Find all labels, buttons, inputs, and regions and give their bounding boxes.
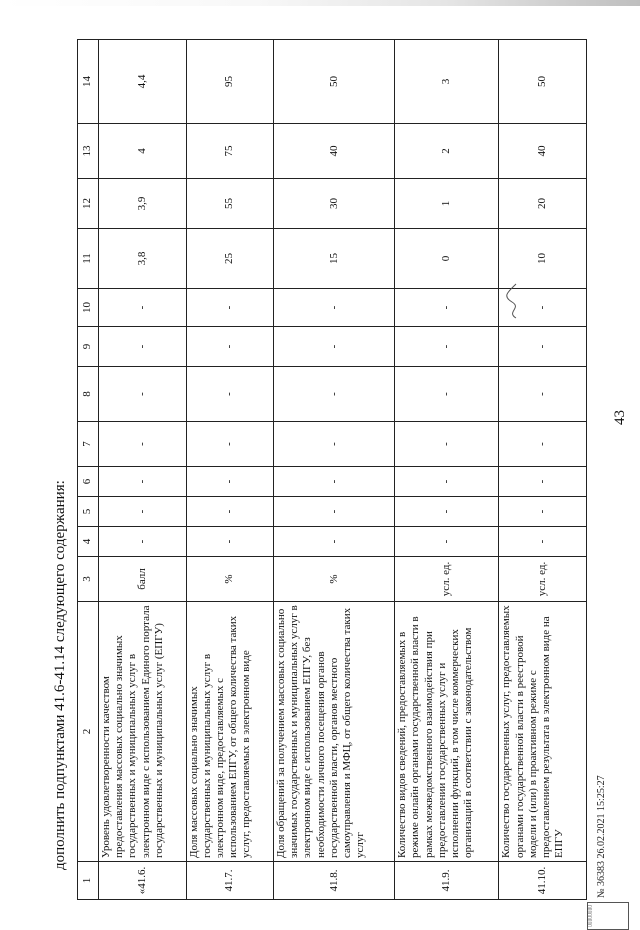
table-cell: - bbox=[499, 289, 587, 327]
table-cell: 95 bbox=[186, 40, 274, 124]
table-cell: - bbox=[186, 327, 274, 367]
table-cell: 30 bbox=[274, 179, 395, 229]
table-cell: 50 bbox=[499, 40, 587, 124]
table-cell: - bbox=[274, 527, 395, 557]
column-header: 2 bbox=[78, 602, 99, 862]
column-header: 4 bbox=[78, 527, 99, 557]
table-row bbox=[499, 40, 587, 900]
column-header: 9 bbox=[78, 327, 99, 367]
table-cell: усл. ед. bbox=[395, 557, 499, 602]
column-header: 1 bbox=[78, 862, 99, 900]
indicators-table bbox=[77, 39, 587, 900]
table-cell: усл. ед. bbox=[499, 557, 587, 602]
table-cell: 41.7. bbox=[186, 862, 274, 900]
table-cell: - bbox=[395, 497, 499, 527]
table-row bbox=[274, 40, 395, 900]
scan-edge bbox=[0, 0, 640, 6]
column-header: 5 bbox=[78, 497, 99, 527]
intro-text: дополнить подпунктами 41.6-41.14 следующего содержания: bbox=[52, 480, 68, 870]
table-cell: - bbox=[499, 497, 587, 527]
table-cell: - bbox=[499, 422, 587, 467]
table-cell: - bbox=[274, 367, 395, 422]
table-cell: 20 bbox=[499, 179, 587, 229]
table-cell: Количество государственных услуг, предоставляемых органами государственной власти в реестровой модели и (или) в проактивном режиме с предоставлением результата в электронном виде на ЕПГУ bbox=[499, 602, 587, 862]
table-cell: балл bbox=[99, 557, 187, 602]
header-row bbox=[78, 40, 99, 900]
table-cell: 41.8. bbox=[274, 862, 395, 900]
column-header: 6 bbox=[78, 467, 99, 497]
table-cell: - bbox=[499, 527, 587, 557]
table-cell: 1 bbox=[395, 179, 499, 229]
table-cell: Доля обращений за получением массовых социально значимых государственных и муниципальных услуг в электронном виде с использованием ЕПГУ, без необходимости личного посещения органов государственной власти, органов местного самоуправления и МФЦ, от общего количества таких услуг bbox=[274, 602, 395, 862]
signature-mark bbox=[502, 280, 524, 320]
table-cell: - bbox=[499, 367, 587, 422]
table-cell: - bbox=[99, 327, 187, 367]
table-cell: - bbox=[99, 527, 187, 557]
table-cell: - bbox=[395, 467, 499, 497]
table-cell: 40 bbox=[274, 124, 395, 179]
table-row bbox=[99, 40, 187, 900]
table-cell: 2 bbox=[395, 124, 499, 179]
table-cell: % bbox=[274, 557, 395, 602]
table-cell: 50 bbox=[274, 40, 395, 124]
table-row bbox=[186, 40, 274, 900]
column-header: 7 bbox=[78, 422, 99, 467]
table-cell: 25 bbox=[186, 229, 274, 289]
table-cell: - bbox=[186, 289, 274, 327]
table-cell: Уровень удовлетворенности качеством предоставления массовых социально значимых государственных и муниципальных услуг в электронном виде с использованием Единого портала государственных и муниципальных услуг (ЕПГУ) bbox=[99, 602, 187, 862]
table-cell: - bbox=[99, 422, 187, 467]
table-cell: - bbox=[274, 497, 395, 527]
column-header: 14 bbox=[78, 40, 99, 124]
table-cell: - bbox=[395, 422, 499, 467]
table-cell: 4 bbox=[99, 124, 187, 179]
table-cell: - bbox=[186, 527, 274, 557]
table-cell: - bbox=[186, 497, 274, 527]
table-cell: - bbox=[395, 289, 499, 327]
column-header: 8 bbox=[78, 367, 99, 422]
rotated-page bbox=[52, 40, 632, 928]
table-row bbox=[395, 40, 499, 900]
table-cell: - bbox=[395, 527, 499, 557]
table-cell: 0 bbox=[395, 229, 499, 289]
table-cell: % bbox=[186, 557, 274, 602]
table-cell: «41.6. bbox=[99, 862, 187, 900]
table-cell: 40 bbox=[499, 124, 587, 179]
table-cell: 41.9. bbox=[395, 862, 499, 900]
table-cell: - bbox=[99, 497, 187, 527]
table-cell: 3,9 bbox=[99, 179, 187, 229]
table-cell: - bbox=[274, 467, 395, 497]
table-cell: 10 bbox=[499, 229, 587, 289]
table-cell: - bbox=[499, 327, 587, 367]
table-cell: 41.10. bbox=[499, 862, 587, 900]
table-cell: Количество видов сведений, предоставляемых в режиме онлайн органами государственной власти в рамках межведомственного взаимодействия при предоставлении государственных услуг и исполнении функций, в том числе коммерческих организаций в соответствии с законодательством bbox=[395, 602, 499, 862]
column-header: 11 bbox=[78, 229, 99, 289]
table-cell: - bbox=[395, 367, 499, 422]
table-cell: - bbox=[186, 467, 274, 497]
table-cell: 15 bbox=[274, 229, 395, 289]
table-cell: - bbox=[99, 289, 187, 327]
stamp: ▯▯▯▯▯▯▯▯ bbox=[587, 902, 629, 930]
column-header: 3 bbox=[78, 557, 99, 602]
table-cell: - bbox=[274, 289, 395, 327]
table-cell: - bbox=[99, 367, 187, 422]
document-footer: № 36383 26.02.2021 15:25:27 bbox=[596, 775, 607, 898]
column-header: 13 bbox=[78, 124, 99, 179]
table-cell: - bbox=[186, 367, 274, 422]
table-cell: 3 bbox=[395, 40, 499, 124]
column-header: 10 bbox=[78, 289, 99, 327]
table-cell: - bbox=[395, 327, 499, 367]
table-cell: Доля массовых социально значимых государственных и муниципальных услуг в электронном виде, предоставляемых с использованием ЕПГУ, от общего количества таких услуг, предоставляемых в электронном виде bbox=[186, 602, 274, 862]
page-number: 43 bbox=[612, 410, 628, 425]
table-cell: - bbox=[274, 327, 395, 367]
column-header: 12 bbox=[78, 179, 99, 229]
table-cell: 3,8 bbox=[99, 229, 187, 289]
table-cell: - bbox=[99, 467, 187, 497]
table-cell: - bbox=[186, 422, 274, 467]
table-cell: 4,4 bbox=[99, 40, 187, 124]
table-cell: 75 bbox=[186, 124, 274, 179]
table-cell: 55 bbox=[186, 179, 274, 229]
table-cell: - bbox=[499, 467, 587, 497]
table-cell: - bbox=[274, 422, 395, 467]
